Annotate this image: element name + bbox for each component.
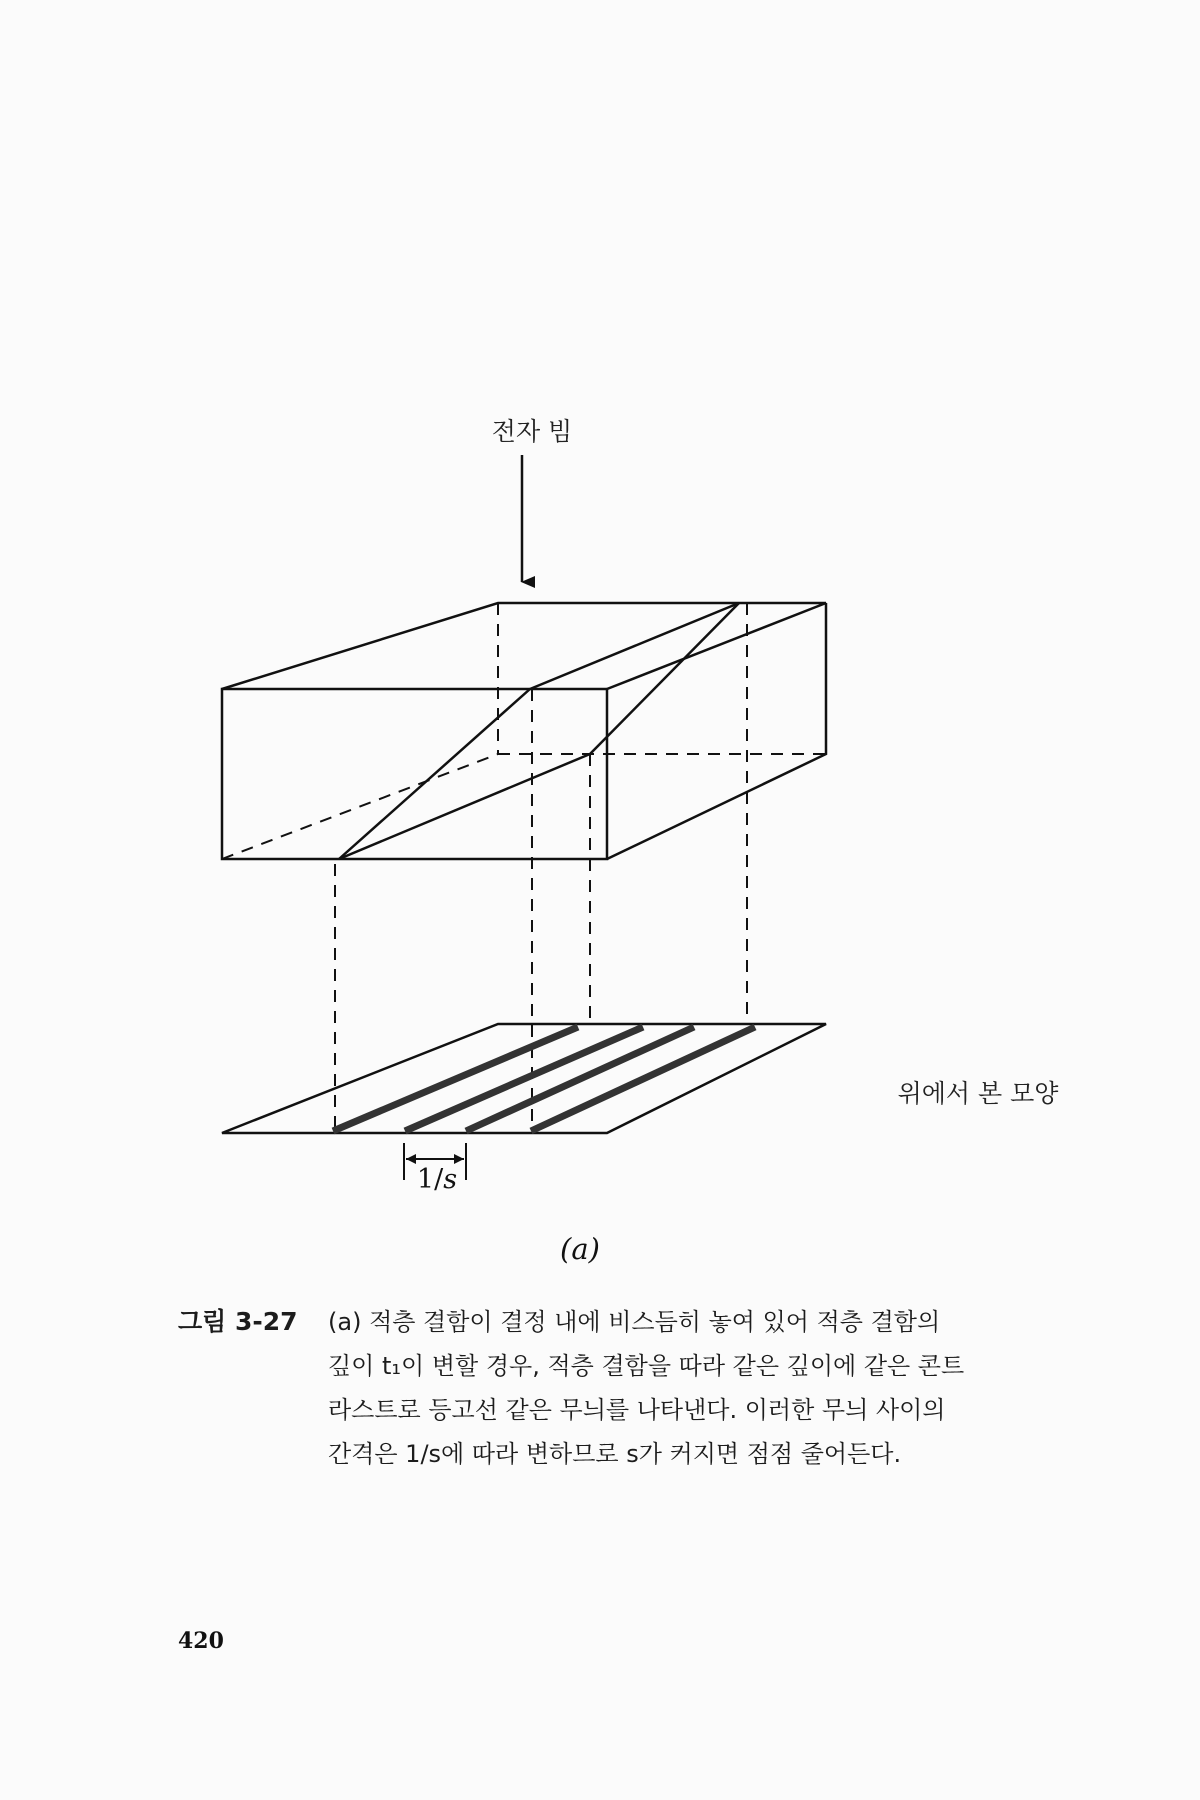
fringe-lines (333, 1027, 755, 1131)
crystal-box (222, 603, 826, 859)
projection-lines (335, 603, 747, 1130)
fringe-line (466, 1027, 694, 1131)
stacking-fault-plane (339, 603, 739, 859)
box-front-face (222, 689, 607, 859)
box-top-face (222, 603, 826, 689)
caption-body (328, 1300, 1078, 1476)
hidden-bottom-left-edge (222, 754, 498, 859)
fringe-line (405, 1027, 643, 1131)
fringe-line (333, 1027, 578, 1131)
top-view-label: 위에서 본 모양 (897, 1079, 1059, 1108)
subfigure-label: (a) (560, 1232, 600, 1266)
caption-line: (a) 적층 결함이 결정 내에 비스듬히 놓여 있어 적층 결함의 (328, 1308, 941, 1336)
hidden-edges (222, 603, 826, 859)
spacing-label: 1/s (416, 1164, 458, 1195)
beam-label: 전자 빔 (491, 417, 573, 446)
box-right-face (607, 603, 826, 859)
caption-line: 라스트로 등고선 같은 무늬를 나타낸다. 이러한 무늬 사이의 (328, 1396, 946, 1424)
caption-line: 깊이 t₁이 변할 경우, 적층 결함을 따라 같은 깊이에 같은 콘트 (328, 1352, 965, 1380)
page-number: 420 (178, 1628, 224, 1654)
caption-label: 그림 3-27 (178, 1307, 298, 1336)
caption-line: 간격은 1/s에 따라 변하므로 s가 커지면 점점 줄어든다. (328, 1440, 902, 1468)
